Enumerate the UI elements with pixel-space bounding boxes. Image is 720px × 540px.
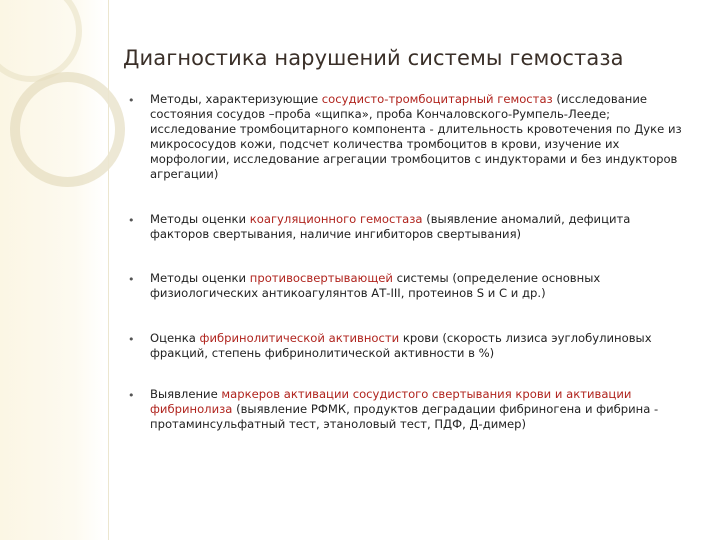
item-text-highlight: маркеров активации сосудистого свертывания крови и активации фибринолиза [150, 387, 632, 416]
item-text-before: Выявление [150, 387, 222, 401]
bullet-icon: • [128, 94, 135, 107]
item-text-after: системы (определение основных физиологических антикоагулянтов АТ-III, протеинов S и С и др.) [150, 271, 601, 300]
list-item [128, 271, 693, 301]
item-text-before: Методы оценки [150, 271, 250, 285]
bullet-icon: • [128, 214, 135, 227]
item-text-highlight: противосвертывающей [249, 271, 393, 285]
bullet-icon: • [128, 273, 135, 286]
bullet-icon: • [128, 333, 135, 346]
item-text-highlight: коагуляционного гемостаза [249, 212, 423, 226]
item-text-after: (выявление аномалий, дефицита факторов свертывания, наличие ингибиторов свертывания) [150, 212, 631, 241]
list-item [128, 92, 693, 182]
slide-title: Диагностика нарушений системы гемостаза [123, 46, 624, 70]
bullet-list [128, 92, 693, 432]
bullet-icon: • [128, 389, 135, 402]
item-text-after: (исследование состояния сосудов –проба «щипка», проба Кончаловского-Румпель-Лееде; исследование тромбоцитарного компонента - длительность кровотечения по Дуке из микрососудов кожи, подсчет количества тромбоцитов в крови, изучение их морфологии, исследование агрегации тромбоцитов с индукторами и без индукторов агрегации) [150, 92, 682, 181]
item-text-highlight: фибринолитической активности [199, 331, 400, 345]
item-text-after: (выявление РФМК, продуктов деградации фибриногена и фибрина - протаминсульфатный тест, этаноловый тест, ПДФ, Д-димер) [150, 402, 659, 431]
list-item [128, 387, 693, 432]
item-text-before: Оценка [150, 331, 200, 345]
item-text-before: Методы, характеризующие [150, 92, 322, 106]
item-text-after: крови (скорость лизиса эуглобулиновых фракций, степень фибринолитической активности в %) [150, 331, 652, 360]
item-text-before: Методы оценки [150, 212, 250, 226]
vertical-divider [108, 0, 109, 540]
list-item [128, 212, 693, 242]
item-text-highlight: сосудисто-тромбоцитарный гемостаз [321, 92, 553, 106]
list-item [128, 331, 693, 361]
